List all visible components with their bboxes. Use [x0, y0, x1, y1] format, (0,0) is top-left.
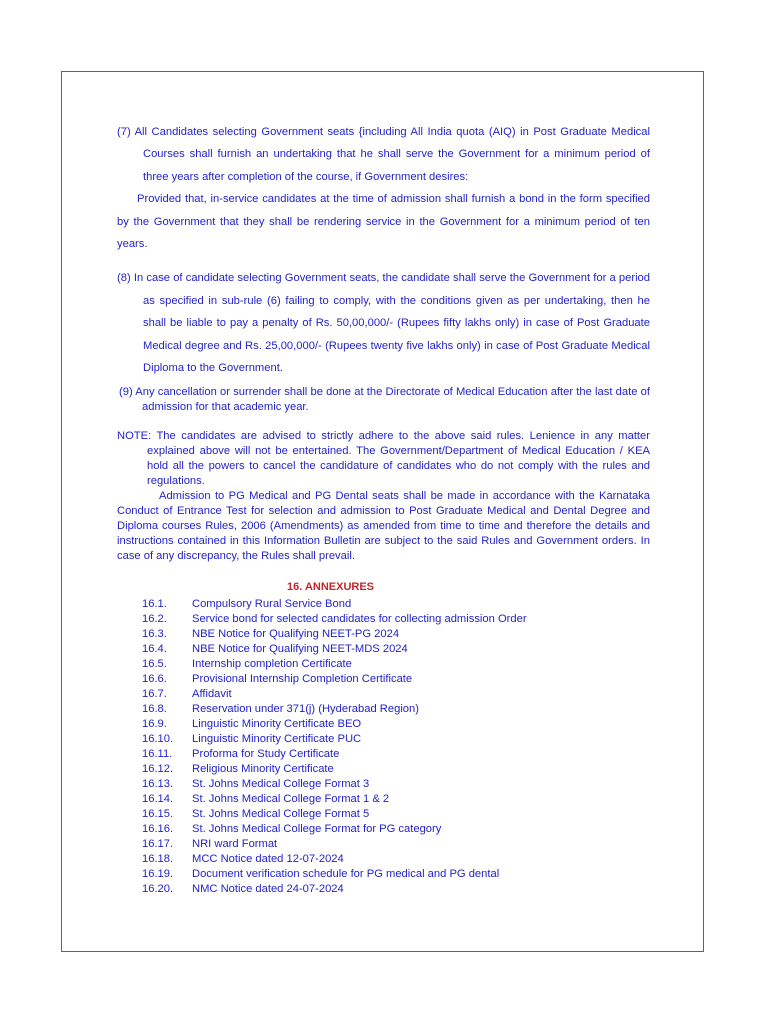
- annexure-number: 16.5.: [142, 658, 167, 671]
- note-section: [117, 429, 650, 564]
- annexure-label: Document verification schedule for PG medical and PG dental: [192, 867, 500, 880]
- annexure-label: Religious Minority Certificate: [192, 762, 334, 775]
- annexure-number: 16.15.: [142, 807, 174, 820]
- annexure-label: Proforma for Study Certificate: [192, 748, 340, 760]
- annexure-item: [117, 792, 650, 807]
- note-admission-paragraph: Admission to PG Medical and PG Dental seats shall be made in accordance with the Karnataka Conduct of Entrance Test for selection and admission to Post Graduate Medical and Dental Degree and Diploma courses Rules, 2006 (Amendments) as amended from time to time and therefore the details and instructions contained in this Information Bulletin are subject to the said Rules and Government orders. In case of any discrepancy, the Rules shall prevail.: [117, 490, 650, 563]
- annexure-number: 16.12.: [142, 762, 174, 775]
- annexure-number: 16.1.: [142, 598, 167, 611]
- annexure-item: [117, 702, 650, 717]
- annexure-number: 16.17.: [142, 837, 174, 850]
- annexure-label: Reservation under 371(j) (Hyderabad Region): [192, 703, 419, 716]
- annexure-label: St. Johns Medical College Format for PG category: [192, 822, 442, 835]
- annexure-item: [117, 852, 650, 867]
- annexure-item: [117, 612, 650, 627]
- annexure-label: Provisional Internship Completion Certificate: [192, 673, 413, 686]
- annexure-label: Service bond for selected candidates for collecting admission Order: [192, 613, 527, 626]
- annexure-label: Linguistic Minority Certificate BEO: [192, 718, 362, 731]
- annexure-label: NBE Notice for Qualifying NEET-MDS 2024: [192, 643, 408, 656]
- annexure-number: 16.6.: [142, 673, 167, 686]
- annexure-item: [117, 672, 650, 687]
- annexure-number: 16.2.: [142, 613, 167, 626]
- annexure-number: 16.10.: [142, 733, 174, 746]
- annexure-number: 16.16.: [142, 822, 174, 835]
- annexure-item: [117, 747, 650, 762]
- annexure-number: 16.18.: [142, 852, 174, 865]
- annexure-label: Affidavit: [192, 688, 232, 701]
- annexure-item: [117, 837, 650, 852]
- annexure-number: 16.14.: [142, 792, 174, 805]
- annexures-heading: 16. ANNEXURES: [287, 581, 375, 594]
- annexure-number: 16.19.: [142, 867, 174, 880]
- annexure-item: [117, 732, 650, 747]
- annexure-label: NRI ward Format: [192, 837, 278, 850]
- annexure-label: St. Johns Medical College Format 5: [192, 807, 370, 820]
- annexure-number: 16.9.: [142, 718, 167, 731]
- annexure-item: [117, 762, 650, 777]
- rule-8: (8) In case of candidate selecting Government seats, the candidate shall serve the Government for a period as specified in sub-rule (6) failing to comply, with the conditions given as per undertaking, then he shall be liable to pay a penalty of Rs. 50,00,000/- (Rupees fifty lakhs only) in case of Post Graduate Medical degree and Rs. 25,00,000/- (Rupees twenty five lakhs only) in case of Post Graduate Medical Diploma to the Government.: [117, 272, 650, 375]
- annexure-item: [117, 867, 650, 882]
- annexure-number: 16.4.: [142, 643, 167, 656]
- annexure-number: 16.13.: [142, 777, 174, 790]
- annexure-label: MCC Notice dated 12-07-2024: [192, 852, 344, 865]
- annexure-item: [117, 717, 650, 732]
- annexure-item: [117, 642, 650, 657]
- annexure-number: 16.3.: [142, 628, 167, 641]
- annexure-item: [117, 822, 650, 837]
- annexure-label: Linguistic Minority Certificate PUC: [192, 733, 362, 746]
- document-body: [117, 121, 650, 897]
- annexure-number: 16.20.: [142, 882, 174, 895]
- rule-7-proviso: Provided that, in-service candidates at the time of admission shall furnish a bond in the form specified by the Government that they shall be rendering service in the Government for a minimum period of ten years.: [117, 193, 650, 251]
- annexure-label: St. Johns Medical College Format 3: [192, 777, 370, 790]
- annexure-item: [117, 777, 650, 792]
- annexure-number: 16.7.: [142, 688, 167, 701]
- annexure-item: [117, 657, 650, 672]
- annexures-list: [117, 597, 650, 896]
- annexure-number: 16.11.: [142, 748, 173, 760]
- annexure-label: Internship completion Certificate: [192, 658, 352, 671]
- annexure-item: [117, 807, 650, 822]
- annexure-label: St. Johns Medical College Format 1 & 2: [192, 792, 390, 805]
- annexure-label: NMC Notice dated 24-07-2024: [192, 882, 344, 895]
- annexure-item: [117, 627, 650, 642]
- annexure-label: Compulsory Rural Service Bond: [192, 598, 352, 611]
- annexure-number: 16.8.: [142, 703, 167, 716]
- rule-9: (9) Any cancellation or surrender shall be done at the Directorate of Medical Education after the last date of admission for that academic year.: [119, 386, 650, 414]
- annexure-item: [117, 882, 650, 897]
- annexure-label: NBE Notice for Qualifying NEET-PG 2024: [192, 628, 400, 641]
- annexure-item: [117, 597, 650, 612]
- note-paragraph: NOTE: The candidates are advised to strictly adhere to the above said rules. Lenience in any matter explained above will not be entertained. The Government/Department of Medical Education / KEA hold all the powers to cancel the candidature of candidates who do not comply with the rules and regulations.: [117, 430, 650, 488]
- rule-7: (7) All Candidates selecting Government seats {including All India quota (AIQ) in Post Graduate Medical Courses shall furnish an undertaking that he shall serve the Government for a minimum period of three years after completion of the course, if Government desires:: [117, 126, 650, 183]
- annexure-item: [117, 687, 650, 702]
